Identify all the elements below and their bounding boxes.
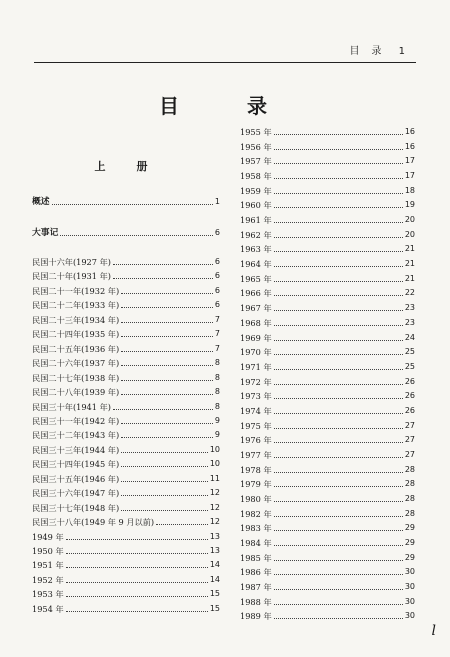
running-header-page-number: 1: [398, 46, 406, 57]
toc-entry-label: 1983 年: [240, 523, 272, 534]
toc-entry[interactable]: [240, 318, 415, 328]
toc-entry[interactable]: [240, 567, 415, 577]
toc-entry-page: 25: [404, 361, 415, 371]
toc-leader-dots: [274, 501, 403, 502]
toc-entry-page: 21: [404, 259, 415, 269]
toc-leader-dots: [274, 134, 403, 135]
toc-entry-page: 16: [404, 141, 415, 151]
toc-leader-dots: [121, 452, 208, 453]
toc-entry-label: 民国三十六年(1947 年): [32, 488, 120, 499]
toc-entry[interactable]: [32, 589, 220, 599]
toc-leader-dots: [274, 163, 403, 164]
toc-entry-label: 1961 年: [240, 215, 272, 226]
toc-leader-dots: [274, 340, 403, 341]
toc-entry[interactable]: [240, 611, 415, 621]
toc-entry-label: 1964 年: [240, 259, 272, 270]
toc-leader-dots: [274, 545, 403, 546]
toc-leader-dots: [274, 457, 403, 458]
toc-entry[interactable]: [240, 333, 415, 343]
toc-leader-dots: [121, 423, 213, 424]
toc-leader-dots: [274, 310, 403, 311]
toc-entry-label: 1949 年: [32, 531, 64, 542]
toc-entry[interactable]: [240, 523, 415, 533]
toc-entry[interactable]: [240, 494, 415, 504]
toc-entry-label: 民国二十一年(1932 年): [32, 285, 120, 296]
volume-heading: 上 册: [94, 160, 158, 173]
toc-entry-label: 民国二十六年(1937 年): [32, 358, 120, 369]
toc-entry-label: 1980 年: [240, 494, 272, 504]
toc-leader-dots: [274, 207, 403, 208]
toc-leader-dots: [274, 442, 403, 443]
toc-entry-label: 1974 年: [240, 405, 272, 416]
toc-entry[interactable]: [32, 532, 220, 542]
toc-entry[interactable]: [240, 597, 415, 607]
toc-entry-page: 20: [404, 229, 415, 239]
toc-entry-page: 15: [209, 603, 220, 613]
toc-entry-label: 民国二十四年(1935 年): [32, 329, 120, 340]
toc-entry-page: 15: [209, 589, 220, 599]
toc-entry-page: 7: [214, 329, 220, 339]
toc-leader-dots: [274, 149, 403, 150]
toc-entry-label: 1982 年: [240, 508, 272, 519]
toc-entry[interactable]: [240, 406, 415, 416]
toc-entry-page: 30: [404, 567, 415, 577]
toc-leader-dots: [66, 596, 208, 597]
toc-entry-page: 10: [209, 444, 220, 454]
toc-leader-dots: [274, 398, 403, 399]
toc-leader-dots: [113, 409, 213, 410]
toc-entry-label: 1967 年: [240, 303, 272, 314]
toc-entry-label: 1965 年: [240, 273, 272, 284]
toc-entry-label: 1984 年: [240, 538, 272, 549]
toc-entry-label: 1954 年: [32, 603, 64, 614]
toc-leader-dots: [274, 178, 403, 179]
toc-leader-dots: [274, 369, 403, 370]
toc-entry-page: 26: [404, 391, 415, 401]
toc-entry[interactable]: [32, 358, 220, 368]
toc-entry-page: 8: [214, 358, 220, 368]
toc-entry-page: 28: [404, 479, 415, 489]
toc-entry-page: 30: [404, 611, 415, 621]
toc-entry-label: 1989 年: [240, 611, 272, 622]
toc-entry[interactable]: [32, 257, 220, 267]
toc-entry[interactable]: [32, 402, 220, 412]
toc-leader-dots: [274, 486, 403, 487]
toc-entry[interactable]: [240, 274, 415, 284]
toc-entry[interactable]: [240, 391, 415, 401]
toc-entry-page: 11: [209, 473, 220, 483]
toc-entry-page: 29: [404, 538, 415, 548]
toc-leader-dots: [121, 495, 208, 496]
toc-leader-dots: [274, 295, 403, 296]
toc-entry-page: 29: [404, 523, 415, 533]
toc-leader-dots: [274, 589, 403, 590]
toc-entry[interactable]: [32, 503, 220, 513]
toc-entry-page: 9: [214, 430, 220, 440]
toc-leader-dots: [121, 466, 208, 467]
toc-entry[interactable]: [240, 288, 415, 298]
toc-leader-dots: [274, 618, 403, 619]
toc-entry[interactable]: [32, 546, 220, 556]
toc-entry-label: 民国三十二年(1943 年): [32, 430, 120, 441]
toc-entry-page: 14: [209, 560, 220, 570]
toc-leader-dots: [156, 524, 208, 525]
toc-entry[interactable]: [240, 259, 415, 269]
toc-entry[interactable]: [240, 171, 415, 181]
toc-entry-label: 1985 年: [240, 552, 272, 563]
toc-entry[interactable]: [240, 465, 415, 475]
toc-entry-page: 8: [214, 372, 220, 382]
running-header: [349, 42, 406, 57]
toc-entry[interactable]: [32, 604, 220, 614]
toc-entry-page: 18: [404, 185, 415, 195]
toc-entry-label: 1960 年: [240, 200, 272, 211]
toc-entry[interactable]: [32, 488, 220, 498]
toc-leader-dots: [113, 278, 213, 279]
toc-entry-page: 12: [209, 488, 220, 498]
toc-entry-page: 22: [404, 288, 415, 298]
toc-leader-dots: [121, 336, 213, 337]
toc-entry-page: 25: [404, 347, 415, 357]
toc-entry-label: 1968 年: [240, 317, 272, 328]
toc-entry-label: 民国三十五年(1946 年): [32, 473, 120, 484]
toc-entry-label: 民国三十四年(1945 年): [32, 459, 120, 470]
toc-entry-page: 6: [214, 271, 220, 281]
toc-entry-page: 16: [404, 127, 415, 136]
toc-entry[interactable]: [32, 373, 220, 383]
toc-entry-page: 21: [404, 273, 415, 283]
toc-leader-dots: [60, 235, 213, 236]
toc-entry-label: 1952 年: [32, 574, 64, 585]
toc-entry[interactable]: [32, 560, 220, 570]
toc-leader-dots: [274, 384, 403, 385]
toc-leader-dots: [121, 307, 213, 308]
toc-entry-label: 1977 年: [240, 449, 272, 460]
toc-entry-label: 1959 年: [240, 185, 272, 196]
toc-entry-label: 民国三十八年(1949 年 9 月以前): [32, 517, 155, 528]
toc-entry-label: 1978 年: [240, 464, 272, 475]
toc-entry[interactable]: [240, 127, 415, 137]
toc-entry-label: 1955 年: [240, 127, 272, 137]
toc-entry-label: 1951 年: [32, 560, 64, 571]
toc-entry[interactable]: [32, 517, 220, 527]
toc-entry-page: 24: [404, 332, 415, 342]
toc-leader-dots: [121, 437, 213, 438]
toc-entry[interactable]: [240, 538, 415, 548]
toc-leader-dots: [66, 582, 208, 583]
toc-entry[interactable]: [240, 215, 415, 225]
toc-entry[interactable]: [32, 430, 220, 440]
toc-entry[interactable]: [240, 362, 415, 372]
toc-entry-page: 20: [404, 215, 415, 225]
toc-entry-page: 12: [209, 502, 220, 512]
toc-leader-dots: [274, 325, 403, 326]
header-rule: [34, 62, 416, 63]
toc-entry-page: 17: [404, 171, 415, 181]
toc-leader-dots: [52, 204, 213, 205]
toc-entry[interactable]: [32, 228, 220, 238]
toc-entry-page: 6: [214, 300, 220, 310]
toc-entry[interactable]: [32, 315, 220, 325]
toc-entry-page: 7: [214, 314, 220, 324]
toc-entry[interactable]: [32, 344, 220, 354]
toc-entry[interactable]: [32, 329, 220, 339]
toc-entry-page: 6: [214, 257, 220, 266]
toc-entry[interactable]: [240, 421, 415, 431]
toc-leader-dots: [66, 567, 208, 568]
toc-entry-label: 1971 年: [240, 361, 272, 372]
toc-leader-dots: [121, 351, 213, 352]
toc-entry-label: 民国三十七年(1948 年): [32, 502, 120, 513]
toc-entry-page: 10: [209, 459, 220, 469]
toc-entry-page: 23: [404, 303, 415, 313]
toc-entry[interactable]: [240, 553, 415, 563]
toc-entry-page: 30: [404, 596, 415, 606]
running-header-section: 目 录: [349, 46, 383, 57]
toc-leader-dots: [121, 293, 213, 294]
toc-entry[interactable]: [240, 230, 415, 240]
toc-leader-dots: [66, 553, 208, 554]
toc-entry-label: 概述: [32, 197, 50, 207]
toc-entry-page: 9: [214, 415, 220, 425]
toc-leader-dots: [274, 413, 403, 414]
toc-entry[interactable]: [32, 474, 220, 484]
toc-entry-page: 27: [404, 435, 415, 445]
toc-entry-label: 1973 年: [240, 391, 272, 402]
toc-entry[interactable]: [240, 450, 415, 460]
toc-entry[interactable]: [32, 286, 220, 296]
toc-entry-page: 8: [214, 401, 220, 411]
toc-entry[interactable]: [32, 300, 220, 310]
toc-entry-page: 17: [404, 156, 415, 166]
toc-entry-page: 28: [404, 508, 415, 518]
toc-leader-dots: [121, 394, 213, 395]
toc-entry[interactable]: [240, 509, 415, 519]
toc-entry[interactable]: [32, 271, 220, 281]
toc-entry-label: 民国二十二年(1933 年): [32, 300, 120, 311]
toc-leader-dots: [113, 264, 213, 265]
toc-leader-dots: [274, 266, 403, 267]
toc-leader-dots: [121, 481, 208, 482]
toc-entry-page: 7: [214, 343, 220, 353]
toc-leader-dots: [121, 510, 208, 511]
toc-entry-page: 28: [404, 464, 415, 474]
toc-entry-label: 民国二十七年(1938 年): [32, 372, 120, 383]
toc-entry[interactable]: [240, 479, 415, 489]
toc-leader-dots: [274, 472, 403, 473]
toc-entry-label: 1970 年: [240, 347, 272, 358]
toc-entry[interactable]: [240, 244, 415, 254]
toc-entry-label: 1979 年: [240, 479, 272, 490]
toc-entry[interactable]: [240, 377, 415, 387]
toc-leader-dots: [66, 611, 208, 612]
toc-entry-label: 民国二十八年(1939 年): [32, 387, 120, 398]
toc-leader-dots: [274, 428, 403, 429]
toc-entry-label: 1958 年: [240, 171, 272, 182]
toc-entry-page: 30: [404, 582, 415, 592]
toc-entry-page: 8: [214, 387, 220, 397]
toc-entry-page: 19: [404, 200, 415, 210]
toc-entry-page: 1: [214, 197, 220, 206]
toc-leader-dots: [121, 322, 213, 323]
toc-entry[interactable]: [32, 459, 220, 469]
toc-entry-page: 27: [404, 449, 415, 459]
toc-entry-label: 民国三十三年(1944 年): [32, 444, 120, 455]
toc-entry-label: 民国三十年(1941 年): [32, 401, 111, 412]
toc-entry-label: 民国十六年(1927 年): [32, 257, 111, 267]
toc-entry-label: 民国二十年(1931 年): [32, 271, 111, 282]
toc-entry-label: 1962 年: [240, 229, 272, 240]
toc-entry[interactable]: [32, 387, 220, 397]
toc-leader-dots: [274, 530, 403, 531]
page-title: 目 录: [159, 94, 291, 118]
toc-entry-label: 1950 年: [32, 546, 64, 556]
toc-leader-dots: [274, 251, 403, 252]
toc-leader-dots: [274, 237, 403, 238]
toc-leader-dots: [274, 193, 403, 194]
toc-entry[interactable]: [32, 445, 220, 455]
toc-leader-dots: [274, 604, 403, 605]
toc-entry-page: 13: [209, 531, 220, 541]
toc-entry-page: 13: [209, 546, 220, 555]
toc-entry-page: 26: [404, 405, 415, 415]
toc-entry-label: 1987 年: [240, 582, 272, 593]
toc-leader-dots: [274, 516, 403, 517]
toc-entry-label: 民国三十一年(1942 年): [32, 415, 120, 426]
toc-entry-page: 6: [214, 285, 220, 295]
toc-entry-label: 1963 年: [240, 244, 272, 255]
toc-entry[interactable]: [240, 186, 415, 196]
toc-entry[interactable]: [240, 582, 415, 592]
toc-entry-label: 民国二十三年(1934 年): [32, 314, 120, 325]
toc-leader-dots: [121, 365, 213, 366]
toc-entry[interactable]: [240, 156, 415, 166]
toc-entry-page: 28: [404, 494, 415, 503]
toc-entry-page: 29: [404, 552, 415, 562]
toc-entry-page: 14: [209, 574, 220, 584]
toc-leader-dots: [274, 574, 403, 575]
toc-entry-page: 27: [404, 420, 415, 430]
toc-entry-label: 1966 年: [240, 288, 272, 299]
toc-entry-label: 1969 年: [240, 332, 272, 343]
toc-entry-page: 21: [404, 244, 415, 254]
toc-entry[interactable]: [240, 200, 415, 210]
toc-leader-dots: [274, 560, 403, 561]
toc-entry[interactable]: [32, 197, 220, 207]
toc-entry-label: 1957 年: [240, 156, 272, 167]
toc-entry-label: 民国二十五年(1936 年): [32, 343, 120, 354]
toc-entry[interactable]: [240, 142, 415, 152]
toc-entry-page: 26: [404, 376, 415, 386]
toc-entry-label: 1975 年: [240, 420, 272, 431]
toc-entry-label: 1986 年: [240, 567, 272, 578]
toc-entry-label: 1972 年: [240, 376, 272, 387]
toc-entry[interactable]: [240, 435, 415, 445]
toc-entry-label: 1988 年: [240, 596, 272, 607]
toc-leader-dots: [274, 222, 403, 223]
handwritten-margin-mark: l: [431, 623, 436, 639]
toc-entry[interactable]: [240, 303, 415, 313]
toc-leader-dots: [274, 281, 403, 282]
toc-leader-dots: [274, 354, 403, 355]
toc-entry-label: 1953 年: [32, 589, 64, 600]
toc-entry-label: 1976 年: [240, 435, 272, 446]
toc-entry[interactable]: [240, 347, 415, 357]
toc-entry-label: 1956 年: [240, 141, 272, 152]
toc-entry-page: 23: [404, 317, 415, 327]
toc-entry[interactable]: [32, 416, 220, 426]
toc-entry-label: 大事记: [32, 228, 59, 238]
toc-entry[interactable]: [32, 575, 220, 585]
toc-entry-page: 12: [209, 517, 220, 527]
toc-leader-dots: [66, 539, 208, 540]
toc-entry-page: 6: [214, 228, 220, 237]
toc-leader-dots: [121, 380, 213, 381]
